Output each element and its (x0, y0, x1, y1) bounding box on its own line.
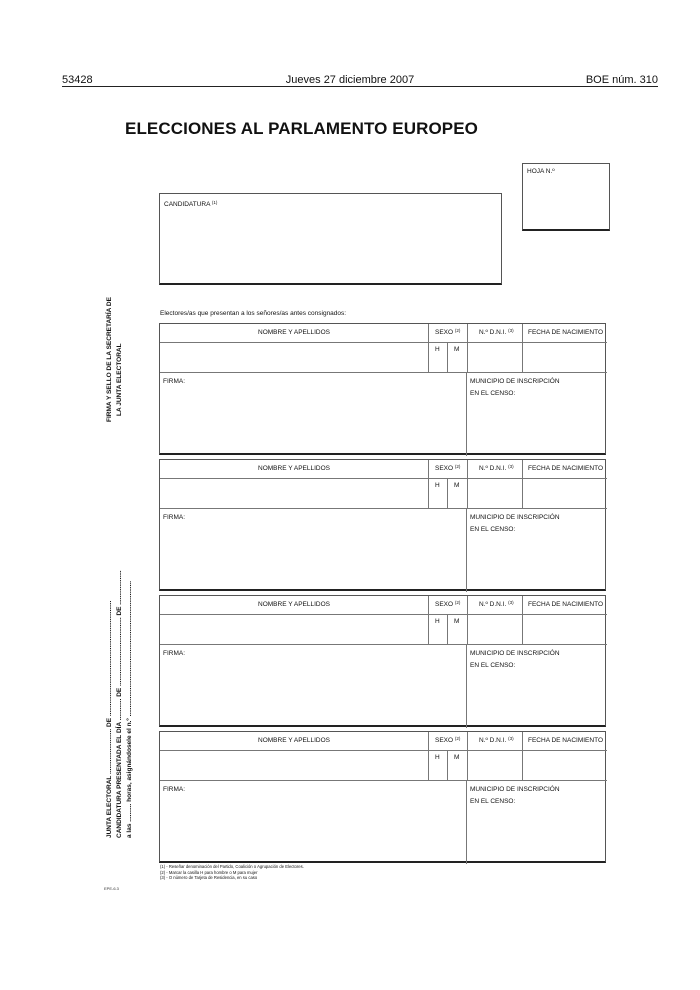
form-code: EPE-6.3 (104, 886, 119, 891)
grid-line (428, 460, 429, 508)
page-title: ELECCIONES AL PARLAMENTO EUROPEO (125, 119, 478, 138)
fecha-label: FECHA DE NACIMIENTO (528, 329, 604, 336)
firma-label: FIRMA: (163, 650, 186, 657)
grid-line (522, 460, 523, 508)
m-label: M (454, 618, 460, 625)
grid-line (160, 508, 607, 509)
sexo-label-ref: (2) (454, 464, 461, 469)
header-bulletin: BOE núm. 310 (585, 74, 658, 86)
grid-line (522, 596, 523, 644)
municipio-label-1: MUNICIPIO DE INSCRIPCIÓN (470, 786, 560, 793)
h-label: H (435, 618, 440, 625)
sexo-label-ref: (2) (454, 600, 461, 605)
elector-entry-3[interactable] (159, 595, 606, 727)
municipio-label-2: EN EL CENSO: (470, 526, 516, 533)
sexo-label (435, 737, 460, 744)
municipio-label-2: EN EL CENSO: (470, 798, 516, 805)
municipio-label-1: MUNICIPIO DE INSCRIPCIÓN (470, 378, 560, 385)
elector-entry-2[interactable] (159, 459, 606, 591)
candidatura-ref: (1) (211, 200, 218, 205)
grid-line (447, 750, 448, 780)
sexo-label-text: SEXO (435, 601, 454, 608)
fecha-label: FECHA DE NACIMIENTO (528, 465, 604, 472)
h-label: H (435, 346, 440, 353)
dni-label-ref: (3) (508, 464, 514, 469)
m-label: M (454, 482, 460, 489)
grid-line (466, 372, 467, 456)
firma-label: FIRMA: (163, 378, 186, 385)
dni-label-text: N.º D.N.I. (479, 329, 507, 336)
grid-line (522, 732, 523, 780)
grid-line (466, 508, 467, 592)
header-page-number: 53428 (62, 74, 93, 86)
sexo-label (435, 465, 460, 472)
dni-label-ref: (3) (508, 600, 514, 605)
m-label: M (454, 754, 460, 761)
dni-label-text: N.º D.N.I. (479, 737, 507, 744)
grid-line (466, 780, 467, 864)
grid-line (160, 750, 607, 751)
h-label: H (435, 754, 440, 761)
grid-line (467, 732, 468, 780)
grid-line (447, 478, 448, 508)
fecha-label: FECHA DE NACIMIENTO (528, 737, 604, 744)
elector-entry-1[interactable] (159, 323, 606, 455)
sexo-label (435, 601, 460, 608)
intro-text: Electores/as que presentan a los señores/as antes consignados: (160, 310, 347, 317)
grid-line (160, 372, 607, 373)
footnotes (160, 864, 304, 881)
dni-label-ref: (3) (508, 328, 514, 333)
hoja-label: HOJA N.º (527, 168, 555, 175)
dni-label-text: N.º D.N.I. (479, 465, 507, 472)
municipio-label-1: MUNICIPIO DE INSCRIPCIÓN (470, 514, 560, 521)
grid-line (160, 644, 607, 645)
side-firma-line1: FIRMA Y SELLO DE LA SECRETARÍA DE (106, 297, 113, 422)
side-junta-line2: CANDIDATURA PRESENTADA EL DÍA ............ DE ...................................... DE ................... (116, 570, 123, 838)
municipio-label-2: EN EL CENSO: (470, 662, 516, 669)
dni-label-ref: (3) (508, 736, 514, 741)
footnote-3: (3) - O número de Tarjeta de Residencia, en su caso (160, 875, 258, 881)
grid-line (160, 342, 607, 343)
m-label: M (454, 346, 460, 353)
nombre-label: NOMBRE Y APELLIDOS (258, 737, 331, 744)
sexo-label-text: SEXO (435, 329, 454, 336)
h-label: H (435, 482, 440, 489)
grid-line (160, 614, 607, 615)
municipio-label-2: EN EL CENSO: (470, 390, 516, 397)
side-junta-line1: JUNTA ELECTORAL ......................... DE ................................................................ (106, 600, 113, 838)
sexo-label-ref: (2) (454, 736, 461, 741)
footnote-2: (2) - Marcar la casilla H para hombre o M para mujer (160, 869, 258, 875)
elector-entry-4[interactable] (159, 731, 606, 863)
dni-label (479, 329, 514, 336)
footnote-1: (1) - Reseñar denominación del Partido, Coalición o Agrupación de Electores. (160, 864, 304, 869)
municipio-label-1: MUNICIPIO DE INSCRIPCIÓN (470, 650, 560, 657)
grid-line (428, 596, 429, 644)
sexo-label-text: SEXO (435, 465, 454, 472)
grid-line (428, 732, 429, 780)
nombre-label: NOMBRE Y APELLIDOS (258, 329, 331, 336)
fecha-label: FECHA DE NACIMIENTO (528, 601, 604, 608)
grid-line (428, 324, 429, 372)
sexo-label (435, 329, 460, 336)
nombre-label: NOMBRE Y APELLIDOS (258, 601, 331, 608)
candidatura-label: CANDIDATURA $^{(1)}$ (164, 200, 218, 208)
dni-label (479, 601, 514, 608)
dni-label (479, 465, 514, 472)
hoja-box[interactable] (522, 163, 610, 231)
sexo-label-text: SEXO (435, 737, 454, 744)
grid-line (160, 780, 607, 781)
firma-label: FIRMA: (163, 514, 186, 521)
sexo-label-ref: (2) (454, 328, 461, 333)
header-date: Jueves 27 diciembre 2007 (285, 74, 415, 86)
grid-line (447, 614, 448, 644)
dni-label-text: N.º D.N.I. (479, 601, 507, 608)
grid-line (522, 324, 523, 372)
candidatura-box[interactable] (159, 193, 502, 285)
grid-line (467, 596, 468, 644)
grid-line (447, 342, 448, 372)
header-rule (62, 86, 658, 87)
dni-label (479, 737, 514, 744)
grid-line (466, 644, 467, 728)
grid-line (160, 478, 607, 479)
side-junta-line3: a las .......... horas, asignándosele el n.º ........................................................................... (126, 580, 133, 838)
side-firma-line2: LA JUNTA ELECTORAL (116, 343, 123, 416)
firma-label: FIRMA: (163, 786, 186, 793)
grid-line (467, 460, 468, 508)
grid-line (467, 324, 468, 372)
nombre-label: NOMBRE Y APELLIDOS (258, 465, 331, 472)
